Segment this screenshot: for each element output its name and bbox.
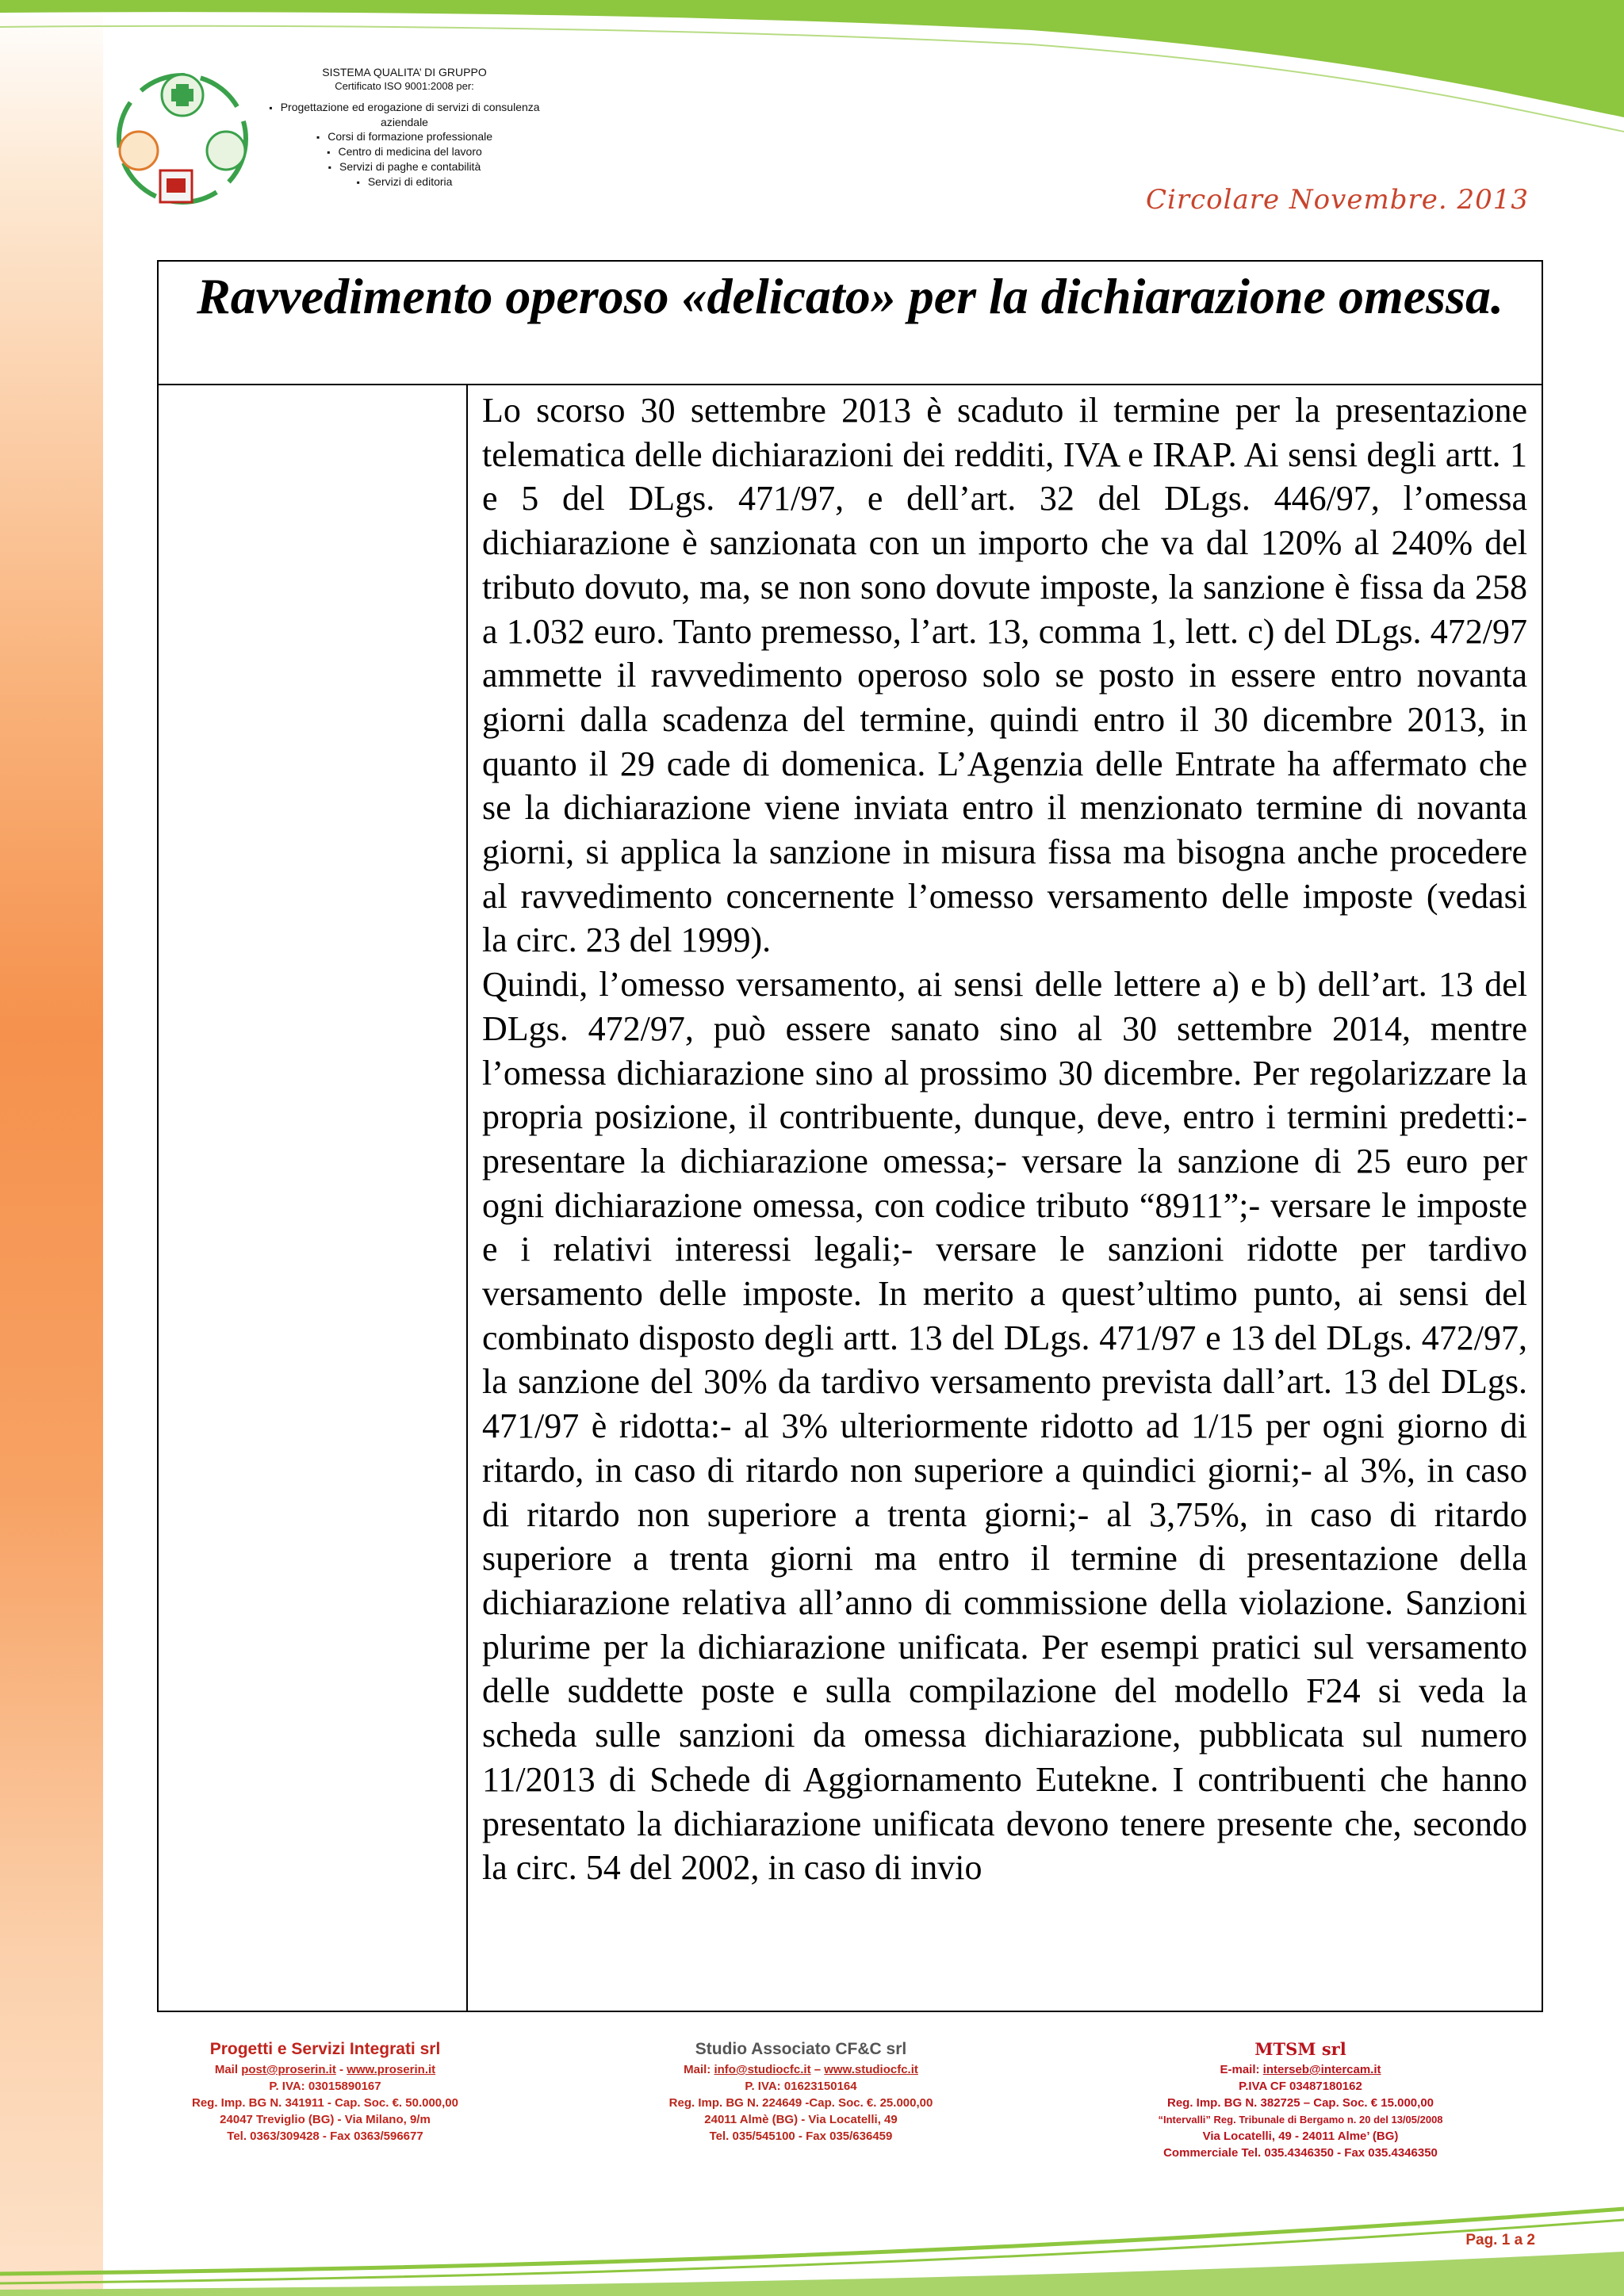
empty-side-cell: [159, 385, 468, 2011]
company-address: 24011 Almè (BG) - Via Locatelli, 49: [704, 2113, 898, 2126]
company-piva: P. IVA: 01623150164: [745, 2080, 857, 2093]
footer-company-proserin: [119, 2038, 531, 2145]
company-address: 24047 Treviglio (BG) - Via Milano, 9/m: [220, 2113, 431, 2126]
mail-label: Mail: [214, 2063, 239, 2076]
company-registry: Reg. Imp. BG N. 341911 - Cap. Soc. €. 50.000,00: [192, 2096, 458, 2110]
web-link[interactable]: www.proserin.it: [347, 2063, 436, 2076]
service-item: ▪ Servizi di paghe e contabilità: [262, 159, 547, 174]
article-body: [482, 388, 1527, 1890]
company-piva: P.IVA CF 03487180162: [1239, 2080, 1362, 2093]
mail-link[interactable]: post@proserin.it: [241, 2063, 336, 2076]
company-name: Studio Associato CF&C srl: [695, 2040, 907, 2058]
certification-block: [262, 65, 547, 189]
separator: -: [339, 2063, 344, 2076]
service-item: ▪ Servizi di editoria: [262, 174, 547, 189]
web-link[interactable]: www.studiocfc.it: [824, 2063, 918, 2076]
company-phone: Commerciale Tel. 035.4346350 - Fax 035.4346350: [1163, 2146, 1438, 2160]
circolare-date: Circolare Novembre. 2013: [1145, 184, 1529, 216]
company-registry: Reg. Imp. BG N. 224649 -Cap. Soc. €. 25.000,00: [668, 2096, 933, 2110]
footer-company-studiocfc: [603, 2038, 999, 2145]
service-item: ▪ Progettazione ed erogazione di servizi di consulenza aziendale: [262, 100, 547, 129]
company-name: Progetti e Servizi Integrati srl: [209, 2040, 441, 2058]
separator: –: [814, 2063, 822, 2076]
page-number: Pag. 1 a 2: [1465, 2232, 1535, 2248]
certification-title: SISTEMA QUALITA’ DI GRUPPO: [322, 66, 487, 78]
article-paragraph: Quindi, l’omesso versamento, ai sensi delle lettere a) e b) dell’art. 13 del DLgs. 472/97, può essere sanato sino al 30 settembre 2014, mentre l’omessa dichiarazione sino al prossimo 30 dicembre. Per regolarizzare la propria posizione, il contribuente, dunque, deve, entro i termini predetti:- presentare la dichiarazione omessa;- versare la sanzione di 25 euro per ogni dichiarazione omessa, con codice tributo “8911”;- versare le imposte e i relativi interessi legali;- versare le sanzioni ridotte per tardivo versamento delle imposte. In merito a quest’ultimo punto, ai sensi del combinato disposto degli artt. 13 del DLgs. 471/97 e 13 del DLgs. 472/97, la sanzione del 30% da tardivo versamento prevista dall’art. 13 del DLgs. 471/97 è ridotta:- al 3% ulteriormente ridotto ad 1/15 per ogni giorno di ritardo, in caso di ritardo non superiore a quindici giorni;- al 3%, in caso di ritardo non superiore a trenta giorni;- al 3,75%, in caso di ritardo superiore a trenta giorni ma entro il termine di presentazione della dichiarazione relativa all’anno di commissione della violazione. Sanzioni plurime per la dichiarazione unificata. Per esempi pratici sul versamento delle suddette poste e sulla compilazione del modello F24 si veda la scheda sulle sanzioni da omessa dichiarazione, pubblicata sul numero 11/2013 di Schede di Aggiornamento Eutekne. I contribuenti che hanno presentato la dichiarazione unificata devono tenere presente che, secondo la circ. 54 del 2002, in caso di invio: [482, 965, 1527, 1888]
mail-link[interactable]: info@studiocfc.it: [714, 2063, 811, 2076]
service-item: ▪ Corsi di formazione professionale: [262, 129, 547, 144]
group-logo: [111, 63, 254, 214]
company-address: Via Locatelli, 49 - 24011 Alme’ (BG): [1202, 2130, 1399, 2143]
company-phone: Tel. 0363/309428 - Fax 0363/596677: [227, 2130, 423, 2143]
company-contacts: [1078, 2061, 1522, 2078]
bottom-green-band: [0, 2196, 1624, 2296]
footer: [0, 2038, 1624, 2196]
mail-label: Mail:: [684, 2063, 711, 2076]
company-phone: Tel. 035/545100 - Fax 035/636459: [709, 2130, 893, 2143]
company-intervalli: “Intervalli” Reg. Tribunale di Bergamo n. 20 del 13/05/2008: [1158, 2114, 1443, 2126]
company-contacts: [603, 2061, 999, 2078]
article-title: Ravvedimento operoso «delicato» per la dichiarazione omessa.: [197, 268, 1503, 324]
article-table: [157, 260, 1543, 2012]
mail-link[interactable]: interseb@intercam.it: [1262, 2063, 1381, 2076]
certification-subtitle: Certificato ISO 9001:2008 per:: [335, 80, 474, 92]
article-paragraph: Lo scorso 30 settembre 2013 è scaduto il termine per la presentazione telematica delle dichiarazioni dei redditi, IVA e IRAP. Ai sensi degli artt. 1 e 5 del DLgs. 471/97, e dell’art. 32 del DLgs. 446/97, l’omessa dichiarazione è sanzionata con un importo che va dal 120% al 240% del tributo dovuto, ma, se non sono dovute imposte, la sanzione è fissa da 258 a 1.032 euro. Tanto premesso, l’art. 13, comma 1, lett. c) del DLgs. 472/97 ammette il ravvedimento operoso solo se posto in essere entro novanta giorni dalla scadenza del termine, quindi entro il 30 dicembre 2013, in quanto il 29 cade di domenica. L’Agenzia delle Entrate ha affermato che se la dichiarazione viene inviata entro il menzionato termine di novanta giorni, si applica la sanzione in misura fissa ma bisogna anche procedere al ravvedimento concernente l’omesso versamento delle imposte (vedasi la circ. 23 del 1999).: [482, 391, 1527, 960]
services-list: [262, 100, 547, 189]
company-contacts: [119, 2061, 531, 2078]
company-piva: P. IVA: 03015890167: [269, 2080, 381, 2093]
title-row: [159, 262, 1542, 385]
service-item: ▪ Centro di medicina del lavoro: [262, 144, 547, 159]
decorative-side-band: [0, 0, 103, 2296]
company-name: MTSM srl: [1254, 2039, 1346, 2059]
mail-label: E-mail:: [1220, 2063, 1260, 2076]
company-registry: Reg. Imp. BG N. 382725 – Cap. Soc. € 15.000,00: [1167, 2096, 1434, 2110]
footer-company-mtsm: [1078, 2038, 1522, 2161]
